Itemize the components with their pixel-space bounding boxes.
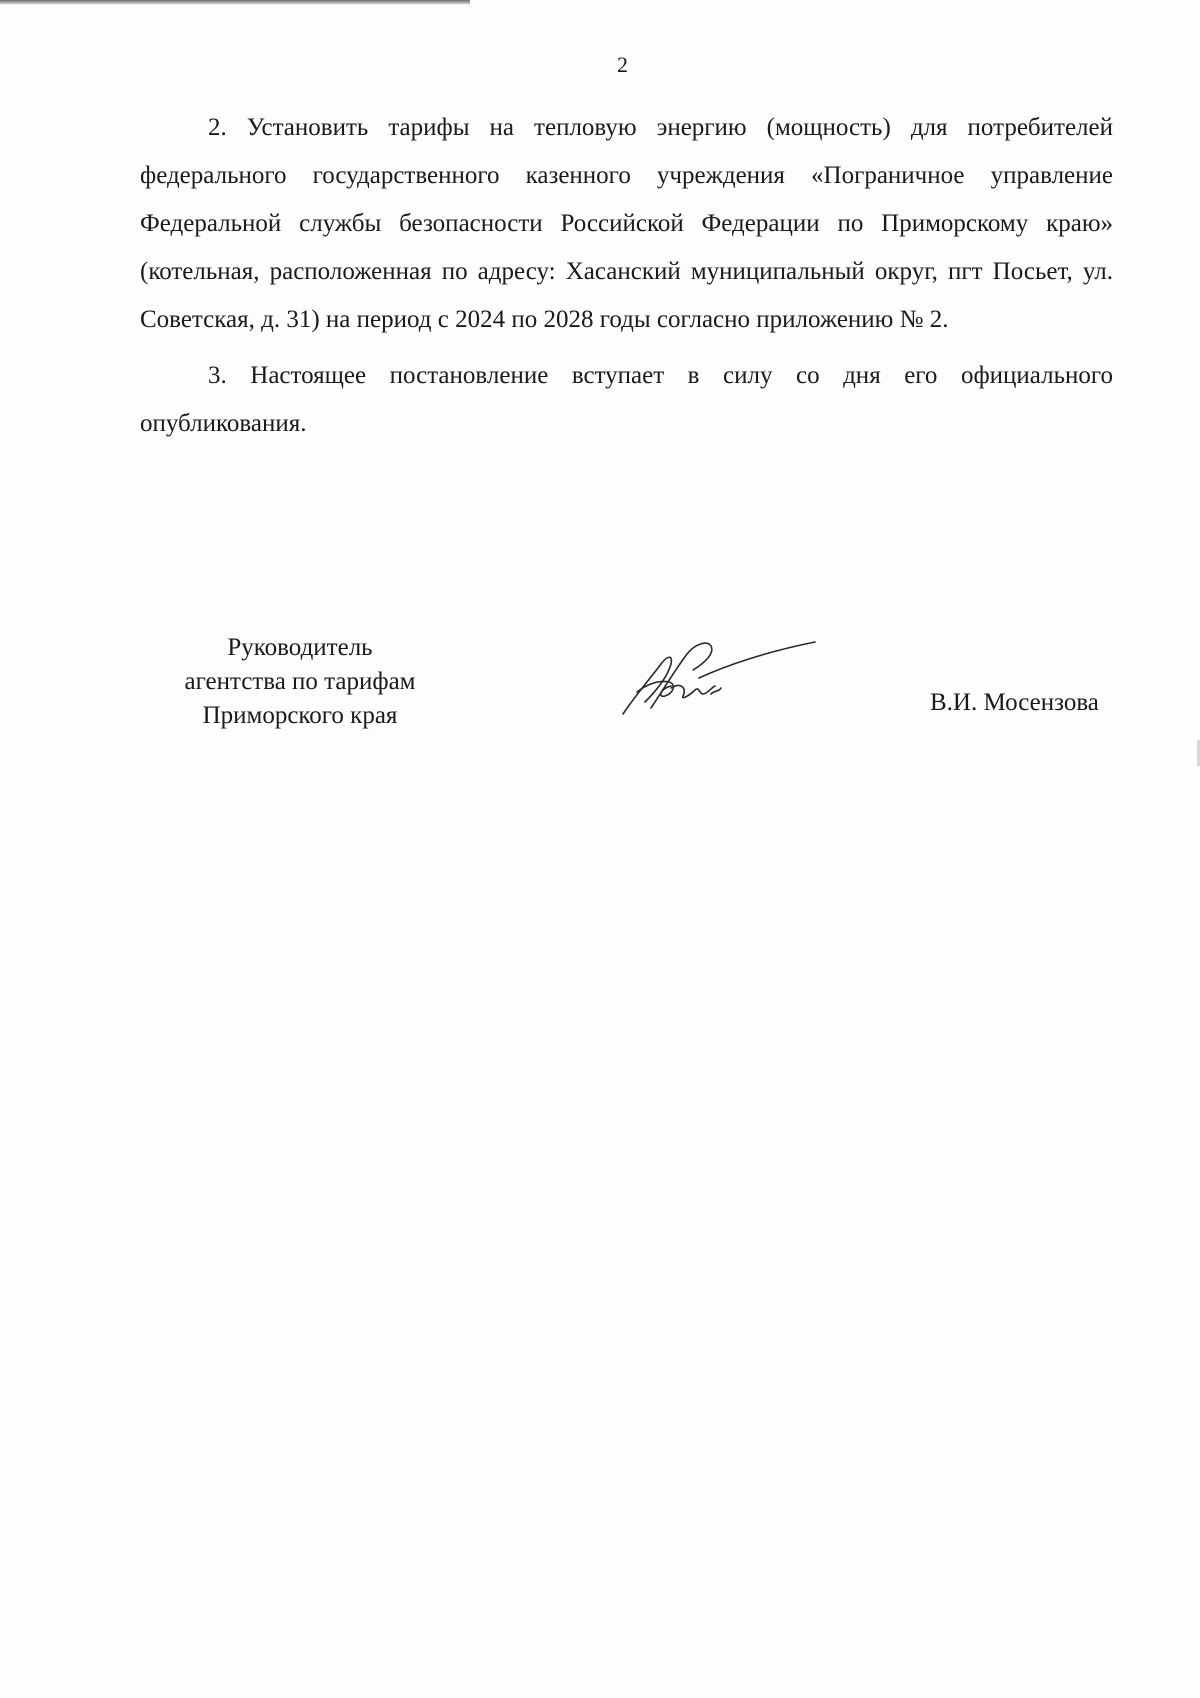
page-number: 2 xyxy=(617,52,628,77)
signatory-name: В.И. Мосензова xyxy=(930,689,1099,716)
signatory-title-line: Руководитель xyxy=(227,634,373,661)
signatory-title-line: Приморского края xyxy=(202,702,398,729)
signatory-title-line: агентства по тарифам xyxy=(184,668,416,695)
signatory-title xyxy=(140,631,460,733)
handwritten-signature xyxy=(615,634,825,724)
document-body xyxy=(140,104,1113,448)
paragraph-3: 3. Настоящее постановление вступает в силу со дня его официального опубликования. xyxy=(140,362,1113,437)
paragraph-2: 2. Установить тарифы на тепловую энергию (мощность) для потребителей федерального государственного казенного учреждения «Пограничное управление Федеральной службы безопасности Российской Федерации по Приморскому краю» (котельная, расположенная по адресу: Хасанский муниципальный округ, пгт Посьет, ул. Советская, д. 31) на период с 2024 по 2028 годы согласно приложению № 2. xyxy=(140,114,1113,333)
scan-edge-artifact xyxy=(0,0,470,5)
